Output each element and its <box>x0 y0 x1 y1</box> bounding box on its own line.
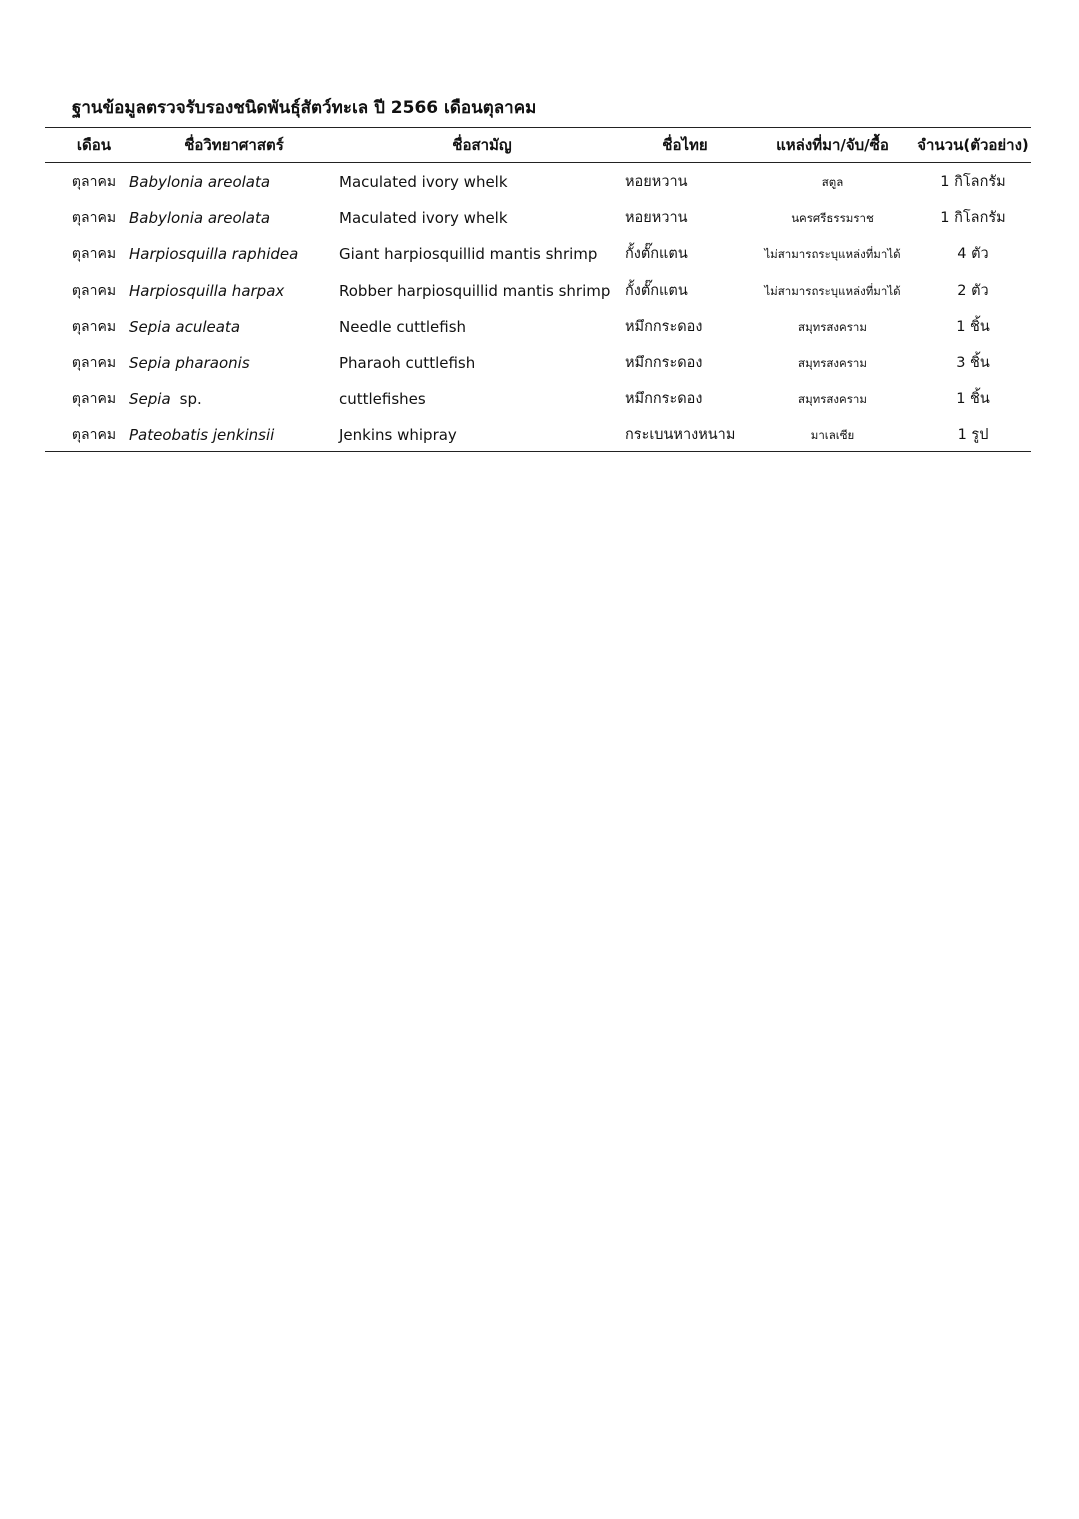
table-row <box>45 273 1031 309</box>
cell-source: ไม่สามารถระบุแหล่งที่มาได้ <box>764 283 901 298</box>
scientific-name-text: Babylonia areolata <box>129 173 271 191</box>
cell-quantity: 1 กิโลกรัม <box>940 174 1006 190</box>
cell-source: นครศรีธรรมราช <box>791 211 874 226</box>
cell-scientific-name <box>129 417 339 453</box>
table-row <box>45 200 1031 236</box>
cell-source: มาเลเซีย <box>810 428 855 443</box>
cell-thai-name: หอยหวาน <box>625 174 688 190</box>
cell-quantity: 1 รูป <box>957 427 989 444</box>
cell-source: สมุทรสงคราม <box>798 356 867 370</box>
cell-quantity: 4 ตัว <box>957 246 989 263</box>
cell-month: ตุลาคม <box>71 246 117 263</box>
cell-scientific-name <box>129 381 339 417</box>
header-month: เดือน <box>76 136 112 154</box>
cell-thai-name: หอยหวาน <box>625 210 688 227</box>
scientific-name-text: Harpiosquilla raphidea <box>129 245 299 264</box>
cell-source: สมุทรสงคราม <box>798 319 867 334</box>
table-header-row <box>45 127 1031 163</box>
scientific-name-text: Harpiosquilla harpax <box>129 281 285 300</box>
cell-quantity: 1 ชิ้น <box>956 391 990 408</box>
scientific-name-text: Sepia <box>129 390 171 409</box>
table-header-rule <box>45 162 1031 163</box>
header-common-name: ชื่อสามัญ <box>452 136 512 154</box>
cell-common-name: Giant harpiosquillid mantis shrimp <box>339 245 598 264</box>
scientific-name-text: Sepia pharaonis <box>129 354 250 372</box>
cell-thai-name: กระเบนหางหนาม <box>625 427 736 444</box>
document-title: ฐานข้อมูลตรวจรับรองชนิดพันธุ์สัตว์ทะเล ปี 2566 เดือนตุลาคม <box>72 98 537 118</box>
header-scientific-name: ชื่อวิทยาศาสตร์ <box>184 136 284 154</box>
cell-thai-name: หมึกกระดอง <box>625 391 703 408</box>
cell-source: ไม่สามารถระบุแหล่งที่มาได้ <box>764 247 901 262</box>
cell-month: ตุลาคม <box>71 355 117 371</box>
cell-month: ตุลาคม <box>71 427 117 444</box>
scientific-name-suffix: sp. <box>179 390 202 409</box>
cell-month: ตุลาคม <box>71 318 117 335</box>
cell-scientific-name <box>129 309 339 345</box>
header-thai-name: ชื่อไทย <box>662 136 708 154</box>
cell-month: ตุลาคม <box>71 210 117 227</box>
cell-month: ตุลาคม <box>71 282 117 299</box>
table-bottom-rule <box>45 451 1031 452</box>
cell-quantity: 1 ชิ้น <box>956 318 990 335</box>
cell-scientific-name <box>129 273 339 309</box>
cell-scientific-name <box>129 164 339 200</box>
cell-quantity: 3 ชิ้น <box>956 355 990 371</box>
cell-thai-name: กั้งตั๊กแตน <box>625 282 688 299</box>
cell-common-name: Needle cuttlefish <box>339 317 467 336</box>
cell-common-name: Maculated ivory whelk <box>339 173 508 191</box>
table-row <box>45 236 1031 272</box>
cell-common-name: Jenkins whipray <box>339 426 457 445</box>
cell-month: ตุลาคม <box>71 391 117 408</box>
table-row <box>45 164 1031 200</box>
table-row <box>45 381 1031 417</box>
cell-scientific-name <box>129 236 339 272</box>
header-quantity: จำนวน(ตัวอย่าง) <box>917 136 1029 154</box>
cell-thai-name: หมึกกระดอง <box>625 318 703 335</box>
cell-source: สมุทรสงคราม <box>798 392 867 407</box>
scientific-name-text: Pateobatis jenkinsii <box>129 426 275 445</box>
cell-common-name: Pharaoh cuttlefish <box>339 354 476 372</box>
cell-common-name: Robber harpiosquillid mantis shrimp <box>339 281 611 300</box>
table-row <box>45 345 1031 381</box>
table-row <box>45 417 1031 453</box>
cell-month: ตุลาคม <box>71 174 117 190</box>
cell-thai-name: หมึกกระดอง <box>625 355 703 371</box>
cell-scientific-name <box>129 200 339 236</box>
cell-common-name: cuttlefishes <box>339 390 426 409</box>
cell-thai-name: กั้งตั๊กแตน <box>625 246 688 263</box>
table-row <box>45 309 1031 345</box>
scientific-name-text: Babylonia areolata <box>129 209 271 228</box>
scientific-name-text: Sepia aculeata <box>129 317 241 336</box>
cell-scientific-name <box>129 345 339 381</box>
header-source: แหล่งที่มา/จับ/ซื้อ <box>776 136 889 154</box>
cell-quantity: 2 ตัว <box>957 282 989 299</box>
cell-common-name: Maculated ivory whelk <box>339 209 508 228</box>
cell-source: สตูล <box>821 175 844 189</box>
cell-quantity: 1 กิโลกรัม <box>940 210 1006 227</box>
